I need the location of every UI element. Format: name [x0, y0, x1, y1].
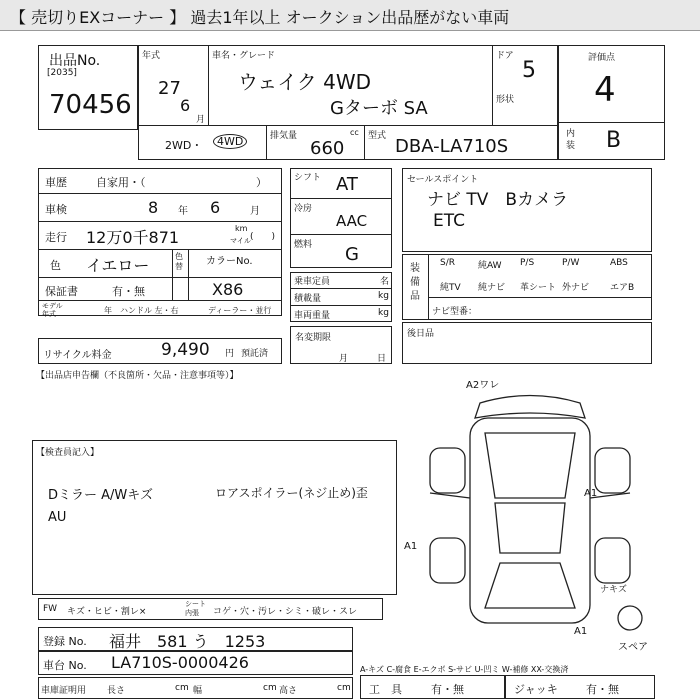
- shape-label: 形状: [496, 95, 515, 105]
- history-close: ）: [256, 176, 267, 189]
- car-roof-outline: [475, 396, 585, 419]
- fuel-value: G: [345, 244, 359, 265]
- equipment-row1-item-0: S/R: [440, 258, 455, 268]
- equipment-row1-item-2: P/S: [520, 258, 535, 268]
- equipment-row2-item-4: エアB: [610, 283, 635, 293]
- jack-label: ジャッキ: [514, 683, 558, 696]
- drive-4wd: 4WD: [213, 134, 247, 149]
- inspector-line1: Dミラー A/Wキズ: [48, 488, 154, 503]
- later-delivery-box: [402, 322, 652, 364]
- chassis-value: LA710S-0000426: [111, 653, 249, 672]
- inspector-line2: AU: [48, 510, 67, 525]
- chassis-box: [38, 651, 353, 675]
- color-value: イエロー: [86, 256, 150, 275]
- lot-label: 出品No.: [49, 53, 101, 69]
- sales-point-box: [402, 168, 652, 252]
- capacity-unit3: kg: [378, 308, 389, 318]
- interior-label: 内装: [566, 129, 576, 151]
- inspection-year: 8: [148, 198, 159, 217]
- cert-unit1: cm: [175, 683, 189, 693]
- header-title: 【 売切りEXコーナー 】 過去1年以上 オークション出品歴がない車両: [10, 8, 510, 27]
- diagram-a1-right: A1: [584, 488, 598, 499]
- mileage-km: km: [235, 224, 248, 233]
- mileage-mile: マイル: [230, 237, 251, 245]
- interior-value: B: [606, 128, 622, 153]
- notes-label: 【出品店申告欄（不良箇所・欠品・注意事項等）】: [36, 371, 239, 381]
- displacement-label: 排気量: [270, 131, 298, 141]
- equipment-row1-item-3: P/W: [562, 258, 580, 268]
- ac-label: 冷房: [294, 204, 313, 214]
- history-label: 車歴: [45, 176, 67, 189]
- jack-box: [505, 675, 655, 699]
- doors-label: ドア: [496, 51, 514, 61]
- fw-label: FW: [43, 604, 58, 614]
- tools-value: 有・無: [431, 683, 464, 696]
- inspector-label: 【検査員記入】: [36, 448, 100, 458]
- diagram-side-label: ナキズ: [600, 585, 627, 595]
- registration-value: 福井 581 う 1253: [109, 632, 266, 651]
- fw-text: キズ・ヒビ・割レ×: [67, 607, 147, 617]
- name-change-unit: 月: [339, 354, 349, 364]
- inspection-month-unit: 月: [250, 206, 260, 217]
- color-label: 色: [50, 259, 61, 272]
- year-month-unit: 月: [196, 115, 206, 125]
- page-header: [0, 0, 700, 31]
- inspection-month: 6: [210, 198, 221, 217]
- spare-tire-icon: [618, 606, 642, 630]
- sales-point-line1: ナビ TV Bカメラ: [427, 190, 569, 210]
- history-value: 自家用・（: [96, 176, 146, 189]
- displacement-value: 660: [310, 138, 345, 159]
- equipment-row2-item-1: 純ナビ: [478, 283, 506, 293]
- cert-unit2: cm: [263, 683, 277, 693]
- recycle-box: [38, 338, 282, 364]
- cert-width: 幅: [193, 686, 203, 696]
- model-year-label: モデル年式: [42, 302, 63, 318]
- chassis-label: 車台 No.: [43, 659, 87, 672]
- fw-sheet-label: シート内張: [185, 600, 206, 617]
- diagram-a1-left: A1: [404, 541, 418, 552]
- diagram-top-label: A2ワレ: [466, 380, 500, 391]
- doors-value: 5: [522, 58, 536, 83]
- capacity-unit2: kg: [378, 291, 389, 301]
- capacity-label2: 積載量: [294, 294, 322, 304]
- recycle-unit: 円: [225, 349, 235, 359]
- recycle-label: リサイクル料金: [43, 350, 112, 361]
- color-no-value: X86: [212, 280, 244, 299]
- car-damage-diagram: [400, 378, 660, 643]
- name-change-label: 名変期限: [295, 333, 332, 343]
- cert-length: 長さ: [107, 686, 126, 696]
- color-change-label: 色替: [175, 252, 183, 271]
- model-label: 車名・グレード: [212, 51, 276, 61]
- warranty-label: 保証書: [45, 285, 78, 298]
- capacity-unit1: 名: [380, 277, 390, 287]
- tools-label: 工 具: [369, 683, 402, 696]
- color-no-label: カラーNo.: [206, 256, 253, 267]
- fw-sheet: コゲ・穴・汚レ・シミ・破レ・スレ: [213, 607, 358, 617]
- lot-number: 70456: [49, 90, 132, 120]
- inspection-year-unit: 年: [178, 206, 188, 217]
- cert-label: 車庫証明用: [41, 686, 87, 696]
- warranty-value: 有・無: [112, 285, 145, 298]
- model-year-handle: ハンドル 左・右: [120, 306, 179, 315]
- registration-label: 登録 No.: [43, 635, 87, 648]
- inspector-box: [32, 440, 397, 595]
- shift-value: AT: [336, 174, 358, 195]
- recycle-status: 預託済: [241, 349, 269, 359]
- capacity-label1: 乗車定員: [294, 277, 331, 287]
- model-line2: Gターボ SA: [330, 98, 428, 119]
- model-line1: ウェイク 4WD: [238, 70, 372, 94]
- ac-value: AAC: [336, 212, 368, 230]
- sales-point-label: セールスポイント: [407, 175, 479, 185]
- equipment-label: 装備品: [410, 263, 420, 302]
- sales-point-line2: ETC: [433, 211, 465, 231]
- shift-label: シフト: [294, 173, 322, 183]
- registration-box: [38, 627, 353, 651]
- score-value: 4: [594, 70, 616, 110]
- diagram-spare: スペア: [618, 642, 648, 653]
- capacity-label3: 車両重量: [294, 311, 331, 321]
- cert-box: [38, 677, 353, 699]
- mileage-paren: ( ): [250, 232, 276, 242]
- year-month: 6: [180, 96, 191, 115]
- inspection-label: 車検: [45, 203, 67, 216]
- fw-box: [38, 598, 383, 620]
- mileage-label: 走行: [45, 231, 67, 244]
- recycle-value: 9,490: [161, 340, 210, 360]
- equipment-row2-item-2: 革シート: [520, 283, 557, 293]
- inspector-line3: ロアスポイラー(ネジ止め)歪: [215, 486, 368, 500]
- diagram-a1-bottom: A1: [574, 626, 588, 637]
- later-delivery-label: 後日品: [407, 329, 435, 339]
- name-change-day: 日: [377, 354, 387, 364]
- equipment-row2-item-3: 外ナビ: [562, 283, 590, 293]
- mileage-value: 12万0千871: [86, 228, 180, 247]
- model-year-dealer: ディーラー・並行: [208, 306, 272, 315]
- cert-height: 高さ: [279, 686, 298, 696]
- lot-box: [38, 45, 138, 130]
- lot-sub: [2035]: [47, 68, 77, 78]
- year-label: 年式: [142, 51, 161, 61]
- fuel-label: 燃料: [294, 240, 313, 250]
- equipment-row1-item-4: ABS: [610, 258, 628, 268]
- cert-unit3: cm: [337, 683, 351, 693]
- model-year-year: 年: [104, 306, 112, 315]
- navi-model: ナビ型番：: [432, 307, 478, 317]
- drive-2wd: 2WD・: [165, 139, 203, 152]
- score-label: 評価点: [588, 53, 616, 63]
- equipment-row2-item-0: 純TV: [440, 283, 461, 293]
- equipment-row1-item-1: 純AW: [478, 261, 502, 271]
- displacement-unit: cc: [350, 128, 359, 137]
- year-value: 27: [158, 78, 181, 99]
- name-change-box: [290, 326, 392, 364]
- tools-box: [360, 675, 505, 699]
- damage-legend: A-キズ C-腐食 E-エクボ S-サビ U-凹ミ W-補修 XX-交換済: [360, 665, 569, 674]
- jack-value: 有・無: [586, 683, 619, 696]
- type-value: DBA-LA710S: [395, 136, 509, 157]
- type-label: 型式: [368, 131, 387, 141]
